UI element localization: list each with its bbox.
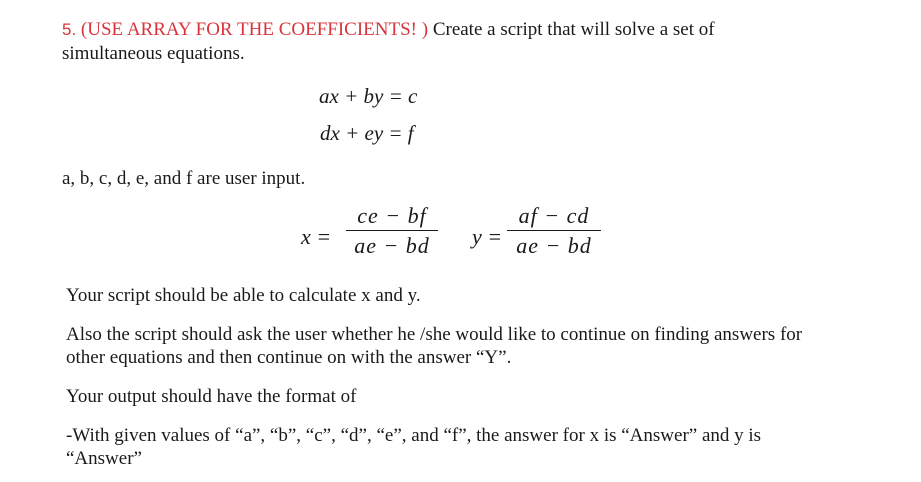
problem-number: 5. [62,20,81,39]
problem-intro-line2: simultaneous equations. [62,43,245,64]
output-format-line1: -With given values of “a”, “b”, “c”, “d”, “e”, and “f”, the answer for x is “Answer” and y is [66,425,762,446]
format-instruction: Your output should have the format of [66,386,357,407]
array-instruction: (USE ARRAY FOR THE COEFFICIENTS! ) [80,19,429,40]
problem-intro-line1 [62,19,715,41]
x-numerator: ce − bf [357,203,427,228]
equation-2: dx + ey = f [320,121,414,145]
y-numerator: af − cd [518,203,590,228]
equation-1: ax + by = c [319,84,418,108]
continue-instruction-line1: Also the script should ask the user whether he /she would like to continue on finding answers for [66,324,803,345]
intro-rest: Create a script that will solve a set of [428,19,715,40]
x-fraction-bar [346,230,438,231]
x-fraction [346,203,438,259]
y-label: y = [472,224,503,249]
y-fraction [507,203,601,259]
y-denominator: ae − bd [516,233,592,258]
output-format-line2: “Answer” [66,448,142,469]
user-input-note: a, b, c, d, e, and f are user input. [62,168,306,189]
continue-instruction-line2: other equations and then continue on with the answer “Y”. [66,347,512,368]
y-fraction-bar [507,230,601,231]
x-label: x = [301,224,332,249]
x-denominator: ae − bd [354,233,430,258]
calc-instruction: Your script should be able to calculate x and y. [66,285,421,306]
